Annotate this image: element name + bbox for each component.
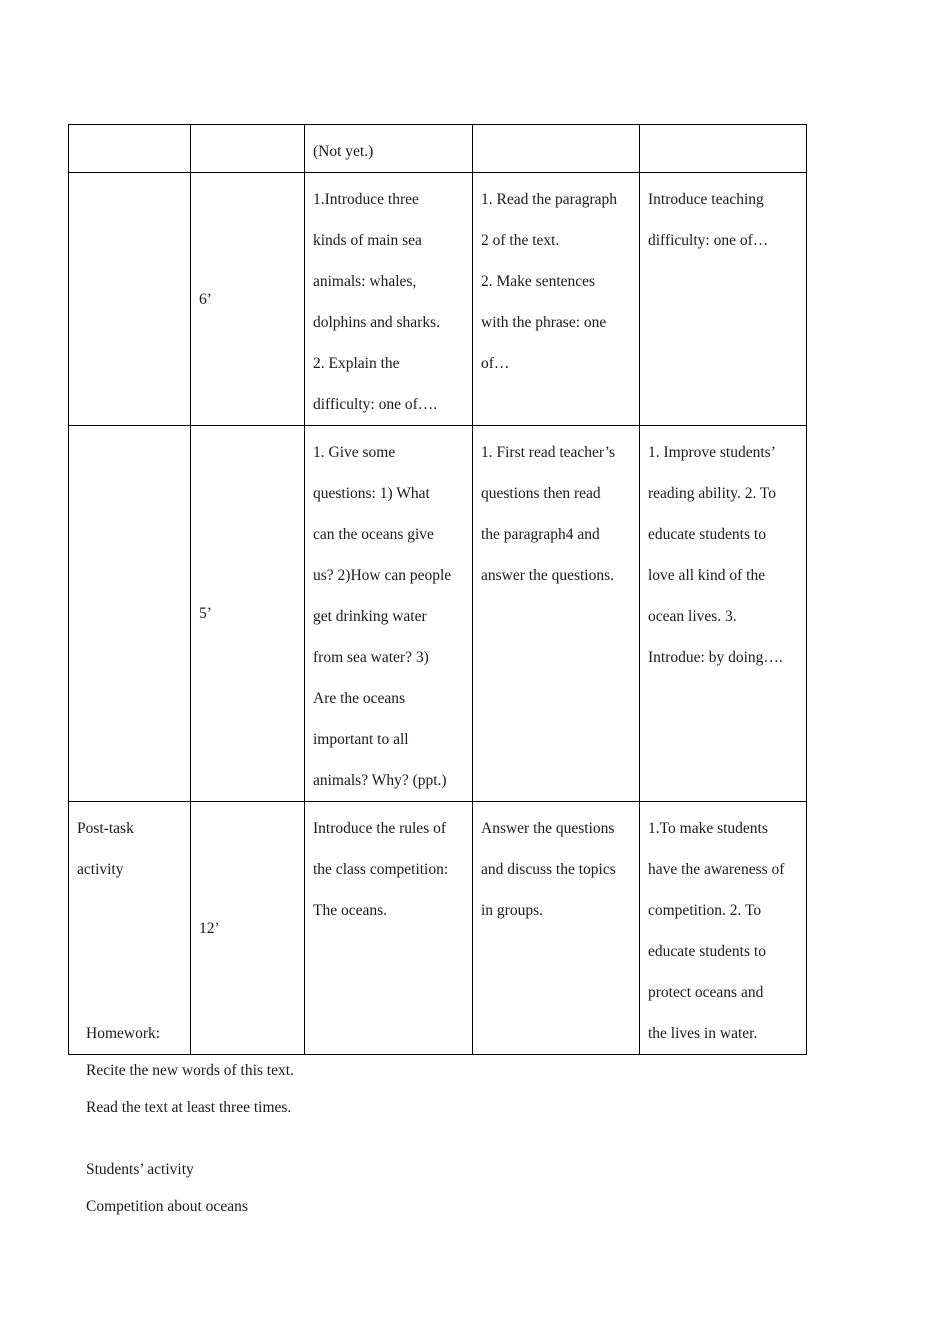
stage-line: Post-task [77, 820, 134, 837]
purpose-line: difficulty: one of… [648, 232, 769, 249]
homework-item: Recite the new words of this text. [86, 1062, 294, 1079]
purpose-cell [640, 426, 807, 802]
purpose-line: ocean lives. 3. [648, 608, 737, 625]
table-row [69, 125, 807, 173]
table-row [69, 173, 807, 426]
time-cell: 5’ [191, 426, 305, 802]
activity-heading: Students’ activity [86, 1161, 194, 1178]
time-cell: 6’ [191, 173, 305, 426]
students-line: answer the questions. [481, 567, 615, 584]
students-line: 1. First read teacher’s [481, 444, 615, 461]
lesson-plan-body [69, 125, 807, 1055]
time-cell [191, 125, 305, 173]
purpose-line: educate students to [648, 526, 766, 543]
purpose-line: competition. 2. To [648, 902, 762, 919]
teacher-line: from sea water? 3) [313, 649, 429, 666]
purpose-line: educate students to [648, 943, 766, 960]
teacher-line: animals? Why? (ppt.) [313, 772, 447, 789]
teacher-line: the class competition: [313, 861, 449, 878]
students-cell [473, 802, 640, 1055]
purpose-line: reading ability. 2. To [648, 485, 777, 502]
students-line: of… [481, 355, 510, 372]
purpose-line: protect oceans and [648, 984, 764, 1001]
teacher-line: us? 2)How can people [313, 567, 452, 584]
teacher-line: 1.Introduce three [313, 191, 419, 208]
students-line: in groups. [481, 902, 543, 919]
students-line: questions then read [481, 485, 601, 502]
stage-cell [69, 125, 191, 173]
students-line: 2. Make sentences [481, 273, 596, 290]
students-line: Answer the questions [481, 820, 615, 837]
table-row [69, 426, 807, 802]
purpose-line: have the awareness of [648, 861, 785, 878]
teacher-line: 1. Give some [313, 444, 396, 461]
stage-cell [69, 173, 191, 426]
homework-heading: Homework: [86, 1025, 161, 1042]
teacher-cell [305, 426, 473, 802]
teacher-line: can the oceans give [313, 526, 434, 543]
teacher-cell [305, 125, 473, 173]
teacher-line: questions: 1) What [313, 485, 430, 502]
students-line: with the phrase: one [481, 314, 607, 331]
lesson-plan-table [68, 124, 807, 1055]
purpose-cell [640, 125, 807, 173]
time-cell: 12’ [191, 802, 305, 1055]
teacher-line: Are the oceans [313, 690, 406, 707]
teacher-line: animals: whales, [313, 273, 417, 290]
stage-cell [69, 426, 191, 802]
purpose-cell [640, 802, 807, 1055]
teacher-line: Introduce the rules of [313, 820, 446, 837]
table-row [69, 802, 807, 1055]
students-line: 2 of the text. [481, 232, 560, 249]
teacher-line: difficulty: one of…. [313, 396, 438, 413]
teacher-cell [305, 802, 473, 1055]
purpose-line: 1. Improve students’ [648, 444, 776, 461]
students-line: and discuss the topics [481, 861, 616, 878]
students-cell [473, 173, 640, 426]
purpose-line: Introdue: by doing…. [648, 649, 783, 666]
purpose-line: 1.To make students [648, 820, 768, 837]
stage-cell [69, 802, 191, 1055]
purpose-cell [640, 173, 807, 426]
students-cell [473, 125, 640, 173]
purpose-line: Introduce teaching [648, 191, 764, 208]
homework-item: Read the text at least three times. [86, 1099, 292, 1116]
teacher-line: The oceans. [313, 902, 388, 919]
stage-line: activity [77, 861, 124, 878]
teacher-line: (Not yet.) [313, 143, 374, 160]
teacher-line: kinds of main sea [313, 232, 422, 249]
purpose-line: the lives in water. [648, 1025, 758, 1042]
teacher-line: 2. Explain the [313, 355, 400, 372]
teacher-line: dolphins and sharks. [313, 314, 441, 331]
students-line: the paragraph4 and [481, 526, 600, 543]
teacher-line: important to all [313, 731, 409, 748]
purpose-line: love all kind of the [648, 567, 766, 584]
activity-title: Competition about oceans [86, 1198, 248, 1215]
teacher-line: get drinking water [313, 608, 427, 625]
students-line: 1. Read the paragraph [481, 191, 617, 208]
teacher-cell [305, 173, 473, 426]
students-cell [473, 426, 640, 802]
